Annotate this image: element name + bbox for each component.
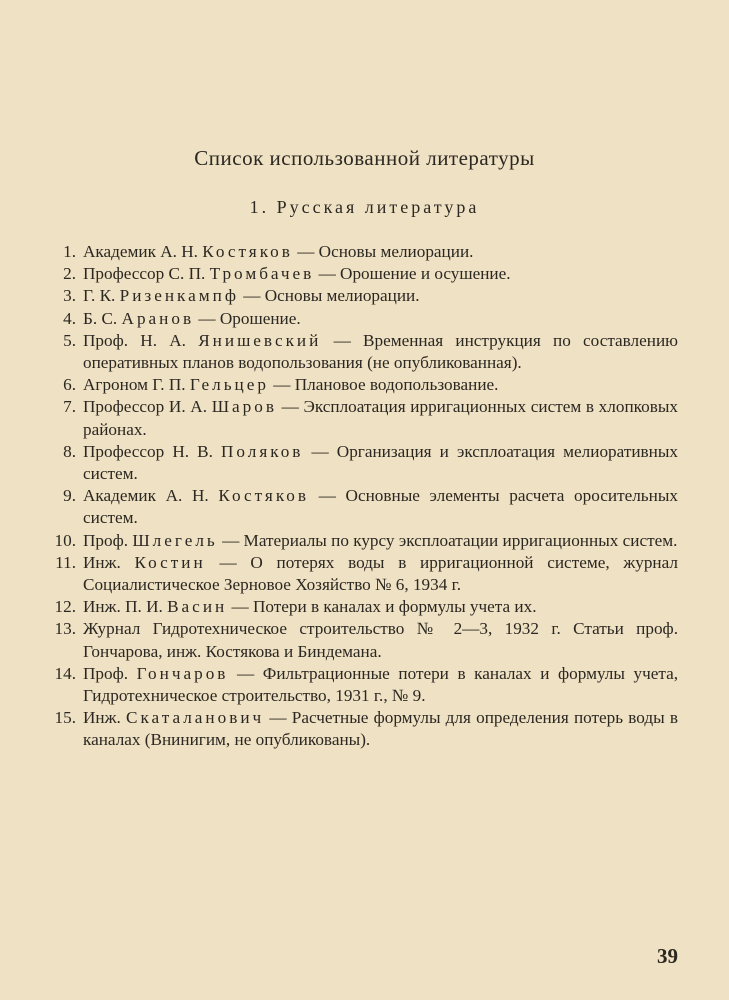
entry-author: Инж. П. И. — [83, 597, 168, 617]
entry-surname: Шаров — [211, 397, 277, 417]
entry-surname: Скаталанович — [125, 708, 265, 728]
entry-surname: Костин — [134, 552, 206, 572]
entry-number: 8. — [63, 441, 76, 461]
entry-number: 10. — [54, 530, 76, 550]
entry-text: — Орошение. — [194, 308, 301, 328]
entry-author: Инж. — [83, 552, 135, 572]
entry-text: — Временная инструкция по составлению оперативных планов водопользования (не опубликованная). — [83, 330, 678, 373]
entry-surname: Поляков — [220, 441, 304, 461]
entry-text: — Основные элементы расчета оросительных систем. — [83, 486, 678, 528]
reference-entry — [38, 241, 678, 263]
entry-author: Г. К. — [83, 286, 120, 306]
entry-text: — Основы мелиорации. — [238, 286, 420, 306]
page-number: 39 — [657, 944, 678, 968]
entry-number: 7. — [63, 397, 76, 417]
entry-author: Агроном Г. П. — [83, 375, 190, 395]
entry-author: Профессор И. А. — [83, 397, 212, 417]
entry-number: 5. — [63, 330, 76, 350]
entry-surname: Костяков — [218, 486, 310, 506]
entry-number: 6. — [63, 375, 76, 395]
entry-number: 12. — [54, 597, 76, 617]
reference-entry — [38, 552, 678, 596]
reference-entry — [38, 263, 678, 285]
entry-surname: Костяков — [202, 242, 293, 261]
entry-text: — Материалы по курсу эксплоатации ирригационных систем. — [217, 530, 678, 550]
entry-author: Б. С. — [83, 308, 122, 328]
entry-surname: Гончаров — [136, 663, 229, 683]
entry-number: 14. — [54, 663, 76, 683]
entry-number: 3. — [63, 286, 76, 306]
entry-author: Проф. Н. А. — [83, 330, 199, 350]
entry-number: 13. — [54, 619, 76, 639]
entry-author: Проф. — [83, 663, 137, 683]
entry-surname: Шлегель — [132, 530, 218, 550]
section-heading: 1. Русская литература — [249, 197, 480, 217]
entry-text: — Орошение и осушение. — [314, 264, 511, 284]
page-title: Список использованной литературы — [194, 146, 535, 170]
reference-list — [38, 241, 678, 752]
reference-entry — [38, 374, 678, 396]
reference-entry — [38, 330, 678, 374]
entry-surname: Тромбачев — [209, 264, 315, 284]
reference-entry — [38, 618, 678, 662]
entry-text: — О потерях воды в ирригационной системе, журнал Социалистическое Зерновое Хозяйство № 6, 1934 г. — [83, 552, 678, 595]
reference-entry — [38, 663, 678, 707]
entry-surname: Ризенкампф — [119, 286, 239, 306]
reference-entry — [38, 485, 678, 529]
entry-author: Профессор С. П. — [83, 264, 210, 284]
entry-text: — Эксплоатация ирригационных систем в хлопковых районах. — [83, 397, 678, 439]
entry-author: Академик А. Н. — [83, 242, 203, 261]
entry-text: — Основы мелиорации. — [292, 242, 474, 261]
entry-text: — Потери в каналах и формулы учета их. — [227, 597, 537, 617]
entry-number: 9. — [63, 486, 76, 506]
reference-entry — [38, 441, 678, 485]
entry-number: 1. — [63, 242, 76, 261]
entry-surname: Янишевский — [198, 330, 322, 350]
reference-entry — [38, 530, 678, 552]
entry-text: — Расчетные формулы для определения потерь воды в каналах (Внинигим, не опубликованы). — [83, 708, 678, 750]
entry-text: — Плановое водопользование. — [268, 375, 499, 395]
entry-number: 11. — [55, 552, 76, 572]
entry-number: 4. — [63, 308, 76, 328]
entry-author: Профессор Н. В. — [83, 441, 221, 461]
entry-surname: Васин — [167, 597, 228, 617]
entry-author: Проф. — [83, 530, 133, 550]
entry-text: — Организация и эксплоатация мелиоративных систем. — [83, 441, 678, 484]
reference-entry — [38, 596, 678, 618]
entry-text: — Фильтрационные потери в каналах и формулы учета, Гидротехническое строительство, 1931 г., № 9. — [83, 663, 678, 706]
entry-number: 2. — [63, 264, 76, 284]
reference-entry — [38, 396, 678, 440]
entry-author: Академик А. Н. — [83, 486, 219, 506]
entry-text: Журнал Гидротехническое строительство № 2—3, 1932 г. Статьи проф. Гончарова, инж. Костякова и Биндемана. — [83, 619, 678, 661]
entry-number: 15. — [54, 708, 76, 728]
reference-entry — [38, 308, 678, 330]
entry-surname: Аранов — [121, 308, 195, 328]
reference-entry — [38, 707, 678, 751]
entry-author: Инж. — [83, 708, 126, 728]
entry-surname: Гельцер — [189, 375, 269, 395]
reference-entry — [38, 285, 678, 307]
